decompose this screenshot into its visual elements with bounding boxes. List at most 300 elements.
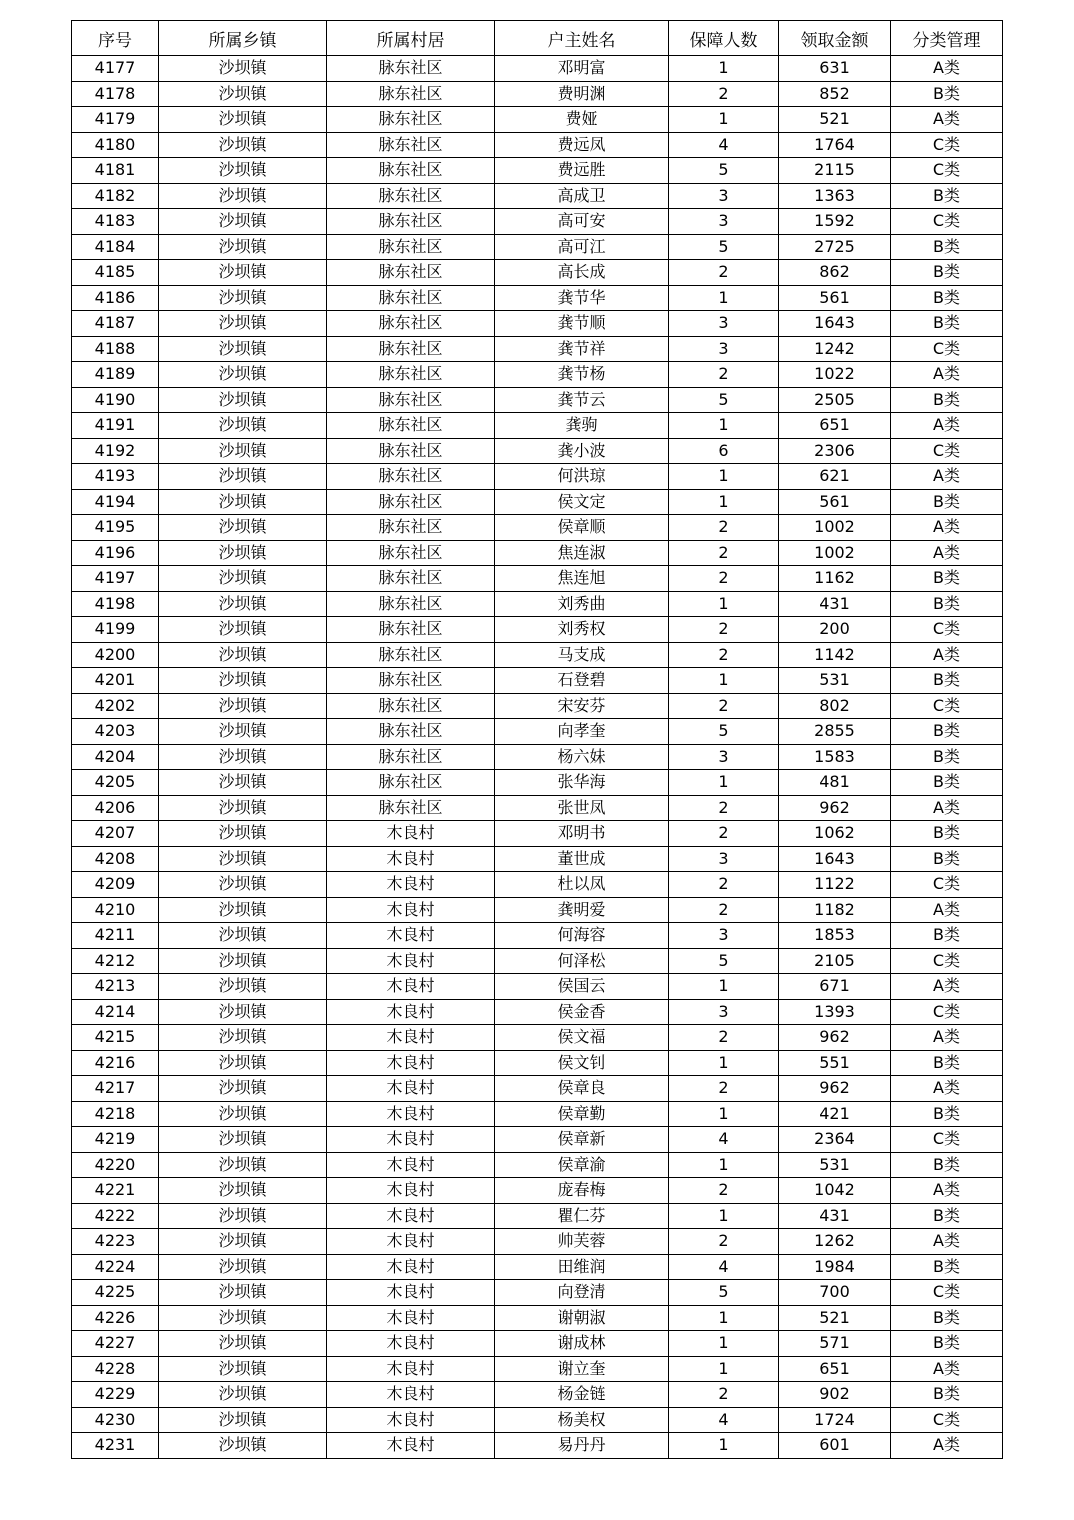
cell-amount: 431 [779,591,891,617]
table-row [72,1050,1003,1076]
cell-township: 沙坝镇 [159,770,327,796]
cell-serial-number: 4198 [72,591,159,617]
cell-village: 木良村 [327,1305,495,1331]
cell-village: 木良村 [327,1050,495,1076]
cell-township: 沙坝镇 [159,489,327,515]
cell-village: 脉东社区 [327,336,495,362]
cell-covered-persons: 1 [669,1433,779,1459]
cell-village: 木良村 [327,948,495,974]
cell-serial-number: 4225 [72,1280,159,1306]
cell-householder-name: 帅芙蓉 [495,1229,669,1255]
table-row [72,438,1003,464]
cell-village: 脉东社区 [327,617,495,643]
cell-category: B类 [891,1050,1003,1076]
cell-householder-name: 高成卫 [495,183,669,209]
table-row [72,846,1003,872]
cell-category: A类 [891,1025,1003,1051]
cell-serial-number: 4231 [72,1433,159,1459]
table-row [72,1076,1003,1102]
cell-covered-persons: 1 [669,770,779,796]
cell-township: 沙坝镇 [159,821,327,847]
cell-township: 沙坝镇 [159,413,327,439]
cell-amount: 902 [779,1382,891,1408]
cell-amount: 521 [779,107,891,133]
cell-covered-persons: 2 [669,515,779,541]
cell-township: 沙坝镇 [159,464,327,490]
cell-householder-name: 杜以凤 [495,872,669,898]
cell-township: 沙坝镇 [159,209,327,235]
cell-amount: 1592 [779,209,891,235]
table-row [72,1407,1003,1433]
cell-covered-persons: 1 [669,56,779,82]
cell-village: 木良村 [327,974,495,1000]
cell-township: 沙坝镇 [159,974,327,1000]
cell-householder-name: 石登碧 [495,668,669,694]
cell-householder-name: 焦连旭 [495,566,669,592]
cell-township: 沙坝镇 [159,1127,327,1153]
cell-covered-persons: 4 [669,1407,779,1433]
header-township: 所属乡镇 [159,21,327,56]
cell-serial-number: 4204 [72,744,159,770]
cell-covered-persons: 2 [669,540,779,566]
cell-village: 木良村 [327,1178,495,1204]
cell-covered-persons: 1 [669,464,779,490]
table-row [72,1382,1003,1408]
cell-village: 木良村 [327,1203,495,1229]
cell-category: A类 [891,897,1003,923]
table-row [72,132,1003,158]
cell-serial-number: 4189 [72,362,159,388]
cell-township: 沙坝镇 [159,846,327,872]
cell-category: B类 [891,260,1003,286]
cell-householder-name: 费远胜 [495,158,669,184]
table-row [72,489,1003,515]
cell-covered-persons: 1 [669,107,779,133]
cell-category: B类 [891,1101,1003,1127]
table-row [72,1229,1003,1255]
cell-householder-name: 谢朝淑 [495,1305,669,1331]
cell-category: C类 [891,693,1003,719]
cell-category: B类 [891,1203,1003,1229]
cell-category: B类 [891,668,1003,694]
cell-serial-number: 4212 [72,948,159,974]
cell-amount: 1142 [779,642,891,668]
cell-township: 沙坝镇 [159,1152,327,1178]
cell-amount: 2505 [779,387,891,413]
cell-category: C类 [891,158,1003,184]
cell-category: B类 [891,387,1003,413]
cell-serial-number: 4200 [72,642,159,668]
cell-amount: 651 [779,413,891,439]
cell-village: 脉东社区 [327,744,495,770]
cell-covered-persons: 3 [669,744,779,770]
cell-householder-name: 杨六妹 [495,744,669,770]
cell-amount: 1724 [779,1407,891,1433]
cell-serial-number: 4202 [72,693,159,719]
cell-serial-number: 4192 [72,438,159,464]
cell-category: C类 [891,872,1003,898]
cell-amount: 1583 [779,744,891,770]
cell-township: 沙坝镇 [159,1229,327,1255]
cell-serial-number: 4220 [72,1152,159,1178]
cell-village: 脉东社区 [327,81,495,107]
cell-amount: 651 [779,1356,891,1382]
cell-serial-number: 4201 [72,668,159,694]
cell-village: 脉东社区 [327,311,495,337]
cell-amount: 621 [779,464,891,490]
cell-township: 沙坝镇 [159,540,327,566]
table-row [72,795,1003,821]
cell-covered-persons: 2 [669,617,779,643]
cell-category: B类 [891,1152,1003,1178]
cell-amount: 1162 [779,566,891,592]
cell-amount: 1262 [779,1229,891,1255]
cell-amount: 700 [779,1280,891,1306]
cell-category: B类 [891,285,1003,311]
cell-serial-number: 4206 [72,795,159,821]
cell-township: 沙坝镇 [159,872,327,898]
cell-category: B类 [891,1331,1003,1357]
cell-householder-name: 向孝奎 [495,719,669,745]
cell-category: B类 [891,183,1003,209]
cell-village: 脉东社区 [327,56,495,82]
cell-serial-number: 4180 [72,132,159,158]
table-row [72,540,1003,566]
cell-amount: 561 [779,285,891,311]
cell-serial-number: 4177 [72,56,159,82]
cell-covered-persons: 1 [669,1331,779,1357]
table-row [72,1433,1003,1459]
cell-village: 木良村 [327,1025,495,1051]
cell-householder-name: 谢成林 [495,1331,669,1357]
table-body [72,56,1003,1459]
cell-householder-name: 龚节杨 [495,362,669,388]
cell-householder-name: 刘秀曲 [495,591,669,617]
cell-township: 沙坝镇 [159,948,327,974]
cell-serial-number: 4209 [72,872,159,898]
cell-covered-persons: 2 [669,821,779,847]
cell-amount: 521 [779,1305,891,1331]
cell-covered-persons: 2 [669,81,779,107]
table-row [72,387,1003,413]
cell-covered-persons: 1 [669,1203,779,1229]
table-row [72,1127,1003,1153]
cell-category: A类 [891,795,1003,821]
cell-category: A类 [891,413,1003,439]
cell-village: 脉东社区 [327,438,495,464]
cell-category: C类 [891,1407,1003,1433]
cell-village: 脉东社区 [327,489,495,515]
cell-village: 脉东社区 [327,642,495,668]
cell-serial-number: 4199 [72,617,159,643]
cell-covered-persons: 1 [669,591,779,617]
cell-township: 沙坝镇 [159,362,327,388]
cell-covered-persons: 5 [669,234,779,260]
table-row [72,285,1003,311]
cell-category: A类 [891,362,1003,388]
cell-serial-number: 4210 [72,897,159,923]
cell-village: 脉东社区 [327,413,495,439]
cell-township: 沙坝镇 [159,1101,327,1127]
cell-amount: 671 [779,974,891,1000]
cell-householder-name: 龚节顺 [495,311,669,337]
cell-householder-name: 龚明爱 [495,897,669,923]
cell-serial-number: 4186 [72,285,159,311]
cell-township: 沙坝镇 [159,387,327,413]
cell-householder-name: 何海容 [495,923,669,949]
cell-covered-persons: 5 [669,948,779,974]
cell-serial-number: 4178 [72,81,159,107]
cell-amount: 2364 [779,1127,891,1153]
table-row [72,1254,1003,1280]
cell-serial-number: 4228 [72,1356,159,1382]
table-row [72,209,1003,235]
cell-category: B类 [891,1254,1003,1280]
cell-householder-name: 费娅 [495,107,669,133]
table-row [72,591,1003,617]
cell-serial-number: 4217 [72,1076,159,1102]
cell-serial-number: 4191 [72,413,159,439]
cell-township: 沙坝镇 [159,693,327,719]
cell-serial-number: 4188 [72,336,159,362]
cell-category: B类 [891,591,1003,617]
cell-covered-persons: 1 [669,1050,779,1076]
cell-amount: 2115 [779,158,891,184]
cell-township: 沙坝镇 [159,1178,327,1204]
cell-serial-number: 4222 [72,1203,159,1229]
cell-serial-number: 4197 [72,566,159,592]
cell-householder-name: 侯章勤 [495,1101,669,1127]
cell-covered-persons: 3 [669,999,779,1025]
cell-amount: 481 [779,770,891,796]
cell-amount: 561 [779,489,891,515]
cell-category: C类 [891,999,1003,1025]
cell-covered-persons: 6 [669,438,779,464]
cell-amount: 531 [779,1152,891,1178]
cell-category: B类 [891,311,1003,337]
cell-householder-name: 侯章渝 [495,1152,669,1178]
table-row [72,1305,1003,1331]
cell-village: 木良村 [327,1254,495,1280]
cell-covered-persons: 4 [669,1254,779,1280]
cell-amount: 551 [779,1050,891,1076]
cell-serial-number: 4221 [72,1178,159,1204]
cell-serial-number: 4196 [72,540,159,566]
cell-village: 脉东社区 [327,285,495,311]
cell-village: 脉东社区 [327,693,495,719]
cell-village: 脉东社区 [327,566,495,592]
cell-covered-persons: 3 [669,846,779,872]
cell-township: 沙坝镇 [159,1407,327,1433]
cell-township: 沙坝镇 [159,1254,327,1280]
cell-covered-persons: 1 [669,489,779,515]
cell-category: A类 [891,107,1003,133]
cell-householder-name: 张世凤 [495,795,669,821]
cell-township: 沙坝镇 [159,56,327,82]
cell-householder-name: 龚节祥 [495,336,669,362]
cell-amount: 1002 [779,515,891,541]
cell-amount: 2105 [779,948,891,974]
cell-householder-name: 侯国云 [495,974,669,1000]
cell-village: 脉东社区 [327,540,495,566]
cell-village: 脉东社区 [327,158,495,184]
table-row [72,642,1003,668]
cell-householder-name: 高可江 [495,234,669,260]
cell-householder-name: 何泽松 [495,948,669,974]
cell-village: 脉东社区 [327,795,495,821]
cell-householder-name: 侯文福 [495,1025,669,1051]
cell-village: 脉东社区 [327,260,495,286]
cell-serial-number: 4211 [72,923,159,949]
cell-serial-number: 4226 [72,1305,159,1331]
cell-covered-persons: 3 [669,336,779,362]
cell-householder-name: 侯文钊 [495,1050,669,1076]
cell-covered-persons: 2 [669,693,779,719]
cell-serial-number: 4208 [72,846,159,872]
cell-serial-number: 4229 [72,1382,159,1408]
cell-village: 木良村 [327,1331,495,1357]
cell-village: 木良村 [327,1356,495,1382]
cell-householder-name: 易丹丹 [495,1433,669,1459]
cell-householder-name: 庞春梅 [495,1178,669,1204]
cell-serial-number: 4194 [72,489,159,515]
cell-serial-number: 4190 [72,387,159,413]
table-row [72,668,1003,694]
cell-village: 木良村 [327,1433,495,1459]
cell-category: A类 [891,464,1003,490]
assistance-table [71,20,1003,1459]
cell-covered-persons: 2 [669,897,779,923]
cell-township: 沙坝镇 [159,132,327,158]
cell-amount: 962 [779,1076,891,1102]
cell-householder-name: 侯文定 [495,489,669,515]
table-row [72,1356,1003,1382]
cell-serial-number: 4179 [72,107,159,133]
cell-category: B类 [891,1382,1003,1408]
cell-serial-number: 4230 [72,1407,159,1433]
cell-category: A类 [891,1229,1003,1255]
cell-householder-name: 向登清 [495,1280,669,1306]
table-row [72,158,1003,184]
table-row [72,719,1003,745]
cell-village: 脉东社区 [327,387,495,413]
cell-category: B类 [891,719,1003,745]
cell-householder-name: 谢立奎 [495,1356,669,1382]
table-row [72,770,1003,796]
cell-householder-name: 费明渊 [495,81,669,107]
cell-township: 沙坝镇 [159,566,327,592]
cell-serial-number: 4213 [72,974,159,1000]
cell-township: 沙坝镇 [159,1050,327,1076]
cell-category: A类 [891,974,1003,1000]
cell-amount: 1984 [779,1254,891,1280]
cell-householder-name: 费远凤 [495,132,669,158]
cell-householder-name: 马支成 [495,642,669,668]
table-row [72,948,1003,974]
cell-amount: 962 [779,795,891,821]
cell-covered-persons: 5 [669,158,779,184]
cell-householder-name: 侯章新 [495,1127,669,1153]
cell-category: C类 [891,617,1003,643]
cell-covered-persons: 2 [669,872,779,898]
cell-amount: 1363 [779,183,891,209]
cell-township: 沙坝镇 [159,591,327,617]
cell-category: C类 [891,1280,1003,1306]
cell-amount: 2725 [779,234,891,260]
cell-amount: 421 [779,1101,891,1127]
document-page [71,20,1003,1459]
cell-amount: 1853 [779,923,891,949]
table-row [72,821,1003,847]
cell-householder-name: 何洪琼 [495,464,669,490]
cell-amount: 571 [779,1331,891,1357]
table-row [72,872,1003,898]
cell-village: 脉东社区 [327,770,495,796]
cell-village: 脉东社区 [327,591,495,617]
cell-township: 沙坝镇 [159,617,327,643]
table-row [72,311,1003,337]
cell-category: A类 [891,1076,1003,1102]
cell-township: 沙坝镇 [159,1433,327,1459]
cell-category: C类 [891,438,1003,464]
cell-serial-number: 4207 [72,821,159,847]
cell-category: A类 [891,642,1003,668]
cell-serial-number: 4195 [72,515,159,541]
table-row [72,1101,1003,1127]
table-row [72,1203,1003,1229]
cell-category: B类 [891,234,1003,260]
cell-covered-persons: 1 [669,974,779,1000]
table-row [72,413,1003,439]
cell-covered-persons: 1 [669,1356,779,1382]
cell-covered-persons: 2 [669,260,779,286]
cell-township: 沙坝镇 [159,744,327,770]
cell-householder-name: 邓明书 [495,821,669,847]
cell-category: B类 [891,489,1003,515]
table-header-row [72,21,1003,56]
cell-amount: 862 [779,260,891,286]
cell-village: 木良村 [327,897,495,923]
cell-amount: 1643 [779,311,891,337]
cell-township: 沙坝镇 [159,1305,327,1331]
cell-township: 沙坝镇 [159,158,327,184]
cell-village: 木良村 [327,821,495,847]
table-row [72,81,1003,107]
cell-covered-persons: 3 [669,183,779,209]
cell-amount: 1042 [779,1178,891,1204]
cell-serial-number: 4187 [72,311,159,337]
cell-village: 脉东社区 [327,209,495,235]
cell-amount: 200 [779,617,891,643]
table-row [72,336,1003,362]
cell-township: 沙坝镇 [159,81,327,107]
cell-covered-persons: 2 [669,566,779,592]
cell-amount: 1764 [779,132,891,158]
cell-householder-name: 张华海 [495,770,669,796]
cell-township: 沙坝镇 [159,1356,327,1382]
cell-village: 木良村 [327,1407,495,1433]
cell-township: 沙坝镇 [159,999,327,1025]
cell-category: A类 [891,540,1003,566]
cell-covered-persons: 2 [669,1025,779,1051]
cell-amount: 431 [779,1203,891,1229]
cell-category: C类 [891,132,1003,158]
cell-covered-persons: 2 [669,1076,779,1102]
cell-householder-name: 龚小波 [495,438,669,464]
header-covered-persons: 保障人数 [669,21,779,56]
cell-category: B类 [891,566,1003,592]
cell-category: C类 [891,336,1003,362]
